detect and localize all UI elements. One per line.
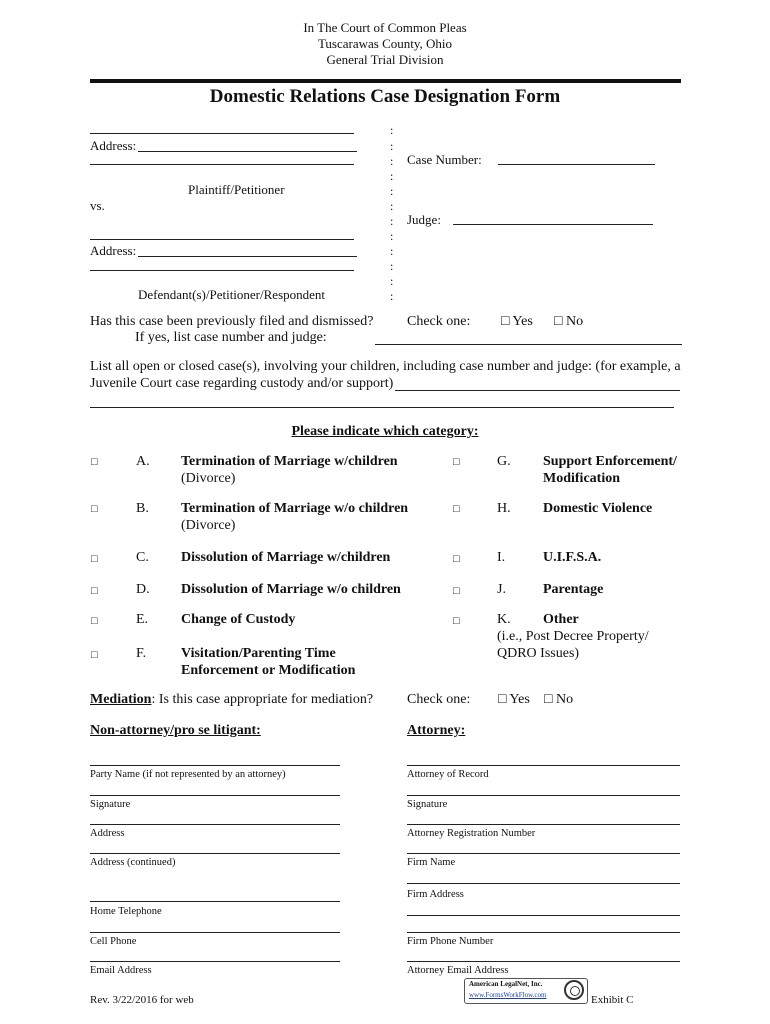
firm-name-label: Firm Name bbox=[407, 857, 456, 868]
caption-divider: : bbox=[390, 139, 394, 153]
firm-phone-label: Firm Phone Number bbox=[407, 936, 494, 947]
category-f-label-2: Enforcement or Modification bbox=[181, 663, 356, 678]
category-g-checkbox[interactable]: □ bbox=[453, 456, 460, 468]
caption-divider: : bbox=[390, 244, 394, 258]
cell-phone-label: Cell Phone bbox=[90, 936, 137, 947]
prior-case-field[interactable] bbox=[375, 344, 682, 345]
category-b-checkbox[interactable]: □ bbox=[91, 503, 98, 515]
category-c-letter: C. bbox=[136, 550, 149, 565]
case-number-label: Case Number: bbox=[407, 152, 482, 167]
category-c-checkbox[interactable]: □ bbox=[91, 553, 98, 565]
prior-filing-question: Has this case been previously filed and dismissed? bbox=[90, 314, 374, 329]
category-f-checkbox[interactable]: □ bbox=[91, 649, 98, 661]
prior-filing-yes-checkbox[interactable]: □ Yes bbox=[501, 314, 533, 329]
prior-filing-no-checkbox[interactable]: □ No bbox=[554, 314, 584, 329]
defendant-label: Defendant(s)/Petitioner/Respondent bbox=[138, 287, 326, 302]
category-e-label: Change of Custody bbox=[181, 612, 296, 627]
category-i-letter: I. bbox=[497, 550, 506, 565]
category-h-checkbox[interactable]: □ bbox=[453, 503, 460, 515]
litigant-heading: Non-attorney/pro se litigant: bbox=[90, 723, 261, 738]
defendant-address-line-2[interactable] bbox=[90, 270, 354, 271]
cell-phone-line[interactable] bbox=[90, 932, 340, 933]
category-i-label: U.I.F.S.A. bbox=[543, 550, 602, 565]
header-rule bbox=[90, 79, 681, 83]
plaintiff-address-line[interactable] bbox=[138, 151, 357, 152]
attorney-heading: Attorney: bbox=[407, 723, 466, 738]
category-h-letter: H. bbox=[497, 501, 511, 516]
firm-name-line[interactable] bbox=[407, 853, 680, 854]
email-address-line[interactable] bbox=[90, 961, 340, 962]
category-b-letter: B. bbox=[136, 501, 149, 516]
plaintiff-label: Plaintiff/Petitioner bbox=[188, 182, 285, 197]
party-name-line[interactable] bbox=[90, 765, 340, 766]
caption-divider: : bbox=[390, 154, 394, 168]
case-number-field[interactable] bbox=[498, 164, 655, 165]
county-name: Tuscarawas County, Ohio bbox=[317, 36, 453, 51]
defendant-name-line[interactable] bbox=[90, 239, 354, 240]
firm-address-line-2[interactable] bbox=[407, 915, 680, 916]
firm-phone-line[interactable] bbox=[407, 932, 680, 933]
open-cases-text-1: List all open or closed case(s), involving your children, including case number and judge: (for example, a bbox=[90, 359, 681, 374]
category-i-checkbox[interactable]: □ bbox=[453, 553, 460, 565]
defendant-address-label: Address: bbox=[90, 243, 137, 258]
category-k-letter: K. bbox=[497, 612, 511, 627]
caption-divider: : bbox=[390, 169, 394, 183]
prior-filing-if-yes: If yes, list case number and judge: bbox=[135, 330, 327, 345]
judge-label: Judge: bbox=[407, 212, 441, 227]
category-g-letter: G. bbox=[497, 454, 511, 469]
open-cases-field[interactable] bbox=[395, 390, 680, 391]
category-b-sublabel: (Divorce) bbox=[181, 518, 236, 533]
category-j-letter: J. bbox=[497, 582, 506, 597]
category-f-letter: F. bbox=[136, 646, 147, 661]
category-c-label: Dissolution of Marriage w/children bbox=[181, 550, 391, 565]
home-telephone-label: Home Telephone bbox=[90, 906, 162, 917]
caption-divider: : bbox=[390, 289, 394, 303]
category-a-label: Termination of Marriage w/children bbox=[181, 454, 398, 469]
caption-divider: : bbox=[390, 123, 394, 137]
category-h-label: Domestic Violence bbox=[543, 501, 653, 516]
open-cases-field-2[interactable] bbox=[90, 407, 674, 408]
defendant-address-line[interactable] bbox=[138, 256, 357, 257]
attorney-email-label: Attorney Email Address bbox=[407, 965, 509, 976]
category-e-letter: E. bbox=[136, 612, 149, 627]
court-name: In The Court of Common Pleas bbox=[303, 20, 467, 35]
plaintiff-address-label: Address: bbox=[90, 138, 137, 153]
category-k-sublabel-2: QDRO Issues) bbox=[497, 646, 580, 661]
category-g-label: Support Enforcement/ bbox=[543, 454, 677, 469]
home-telephone-line[interactable] bbox=[90, 901, 340, 902]
category-d-checkbox[interactable]: □ bbox=[91, 585, 98, 597]
mediation-no-checkbox[interactable]: □ No bbox=[544, 692, 574, 707]
attorney-registration-label: Attorney Registration Number bbox=[407, 828, 536, 839]
mediation-question-text: : Is this case appropriate for mediation? bbox=[151, 692, 374, 707]
division-name: General Trial Division bbox=[326, 52, 444, 67]
plaintiff-name-line[interactable] bbox=[90, 133, 354, 134]
publisher-name: American LegalNet, Inc. bbox=[469, 980, 543, 988]
judge-field[interactable] bbox=[453, 224, 653, 225]
attorney-signature-line[interactable] bbox=[407, 795, 680, 796]
firm-address-label: Firm Address bbox=[407, 889, 464, 900]
category-j-checkbox[interactable]: □ bbox=[453, 585, 460, 597]
exhibit-label: Exhibit C bbox=[591, 994, 634, 1006]
revision-note: Rev. 3/22/2016 for web bbox=[90, 994, 194, 1006]
publisher-logo bbox=[464, 978, 588, 1004]
category-heading: Please indicate which category: bbox=[291, 424, 479, 439]
category-a-sublabel: (Divorce) bbox=[181, 471, 236, 486]
mediation-question bbox=[90, 692, 373, 708]
category-a-letter: A. bbox=[136, 454, 150, 469]
mediation-label: Mediation bbox=[90, 692, 152, 707]
prior-filing-check-one: Check one: bbox=[407, 314, 471, 329]
category-k-checkbox[interactable]: □ bbox=[453, 615, 460, 627]
caption-divider: : bbox=[390, 184, 394, 198]
attorney-of-record-line[interactable] bbox=[407, 765, 680, 766]
litigant-address-cont-label: Address (continued) bbox=[90, 857, 176, 868]
category-g-label-2: Modification bbox=[543, 471, 620, 486]
litigant-signature-label: Signature bbox=[90, 799, 131, 810]
category-e-checkbox[interactable]: □ bbox=[91, 615, 98, 627]
mediation-yes-checkbox[interactable]: □ Yes bbox=[498, 692, 530, 707]
category-j-label: Parentage bbox=[543, 582, 604, 597]
caption-divider: : bbox=[390, 214, 394, 228]
caption-divider: : bbox=[390, 199, 394, 213]
page-title: Domestic Relations Case Designation Form bbox=[209, 86, 561, 107]
email-address-label: Email Address bbox=[90, 965, 152, 976]
category-a-checkbox[interactable]: □ bbox=[91, 456, 98, 468]
category-d-label: Dissolution of Marriage w/o children bbox=[181, 582, 401, 597]
litigant-signature-line[interactable] bbox=[90, 795, 340, 796]
litigant-address-label: Address bbox=[90, 828, 125, 839]
category-k-label: Other bbox=[543, 612, 579, 627]
caption-divider: : bbox=[390, 274, 394, 288]
attorney-email-line[interactable] bbox=[407, 961, 680, 962]
firm-address-line[interactable] bbox=[407, 883, 680, 884]
open-cases-text-2: Juvenile Court case regarding custody and/or support) bbox=[90, 376, 394, 391]
attorney-of-record-label: Attorney of Record bbox=[407, 769, 489, 780]
attorney-signature-label: Signature bbox=[407, 799, 448, 810]
category-b-label: Termination of Marriage w/o children bbox=[181, 501, 409, 516]
versus-label: vs. bbox=[90, 198, 105, 213]
publisher-link[interactable]: www.FormsWorkFlow.com bbox=[469, 991, 547, 999]
attorney-registration-line[interactable] bbox=[407, 824, 680, 825]
mediation-check-one: Check one: bbox=[407, 692, 471, 707]
caption-divider: : bbox=[390, 259, 394, 273]
litigant-address-cont-line[interactable] bbox=[90, 853, 340, 854]
plaintiff-address-line-2[interactable] bbox=[90, 164, 354, 165]
seal-icon bbox=[564, 980, 584, 1000]
category-d-letter: D. bbox=[136, 582, 150, 597]
caption-divider: : bbox=[390, 229, 394, 243]
litigant-address-line[interactable] bbox=[90, 824, 340, 825]
category-f-label: Visitation/Parenting Time bbox=[181, 646, 336, 661]
category-k-sublabel: (i.e., Post Decree Property/ bbox=[497, 629, 649, 644]
party-name-label: Party Name (if not represented by an attorney) bbox=[90, 769, 286, 780]
